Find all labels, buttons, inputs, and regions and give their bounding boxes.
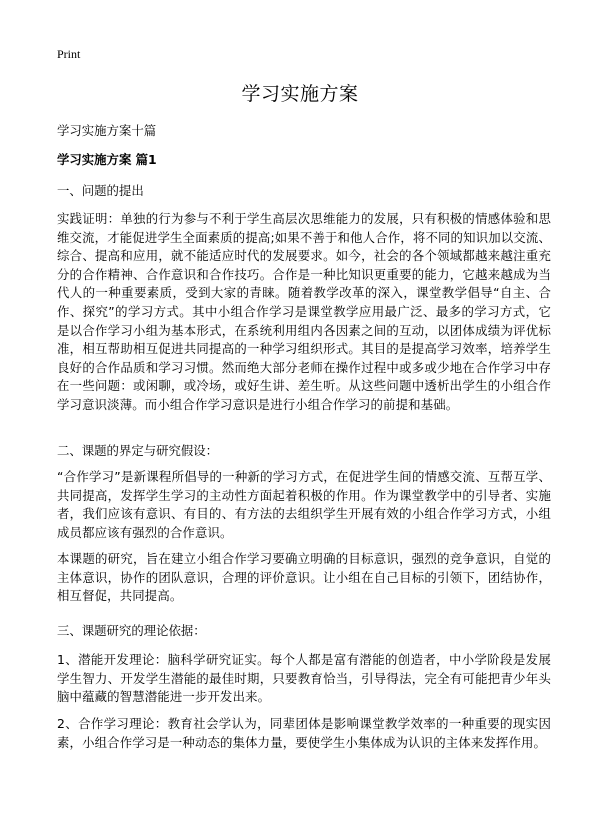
paragraph-4: 1、潜能开发理论：脑科学研究证实。每个人都是富有潜能的创造者，中小学阶段是发展学生智力、开发学生潜能的最佳时期，只要教育恰当，引导得法，完全有可能把青少年头脑中蕴藏的智慧潜能进一步开发出来。	[57, 652, 551, 705]
document-subtitle: 学习实施方案十篇	[57, 123, 157, 138]
page-title: 学习实施方案	[241, 83, 359, 105]
heading-definition: 二、课题的界定与研究假设：	[57, 443, 219, 458]
section-heading: 学习实施方案 篇1	[57, 152, 157, 167]
heading-problem: 一、问题的提出	[57, 183, 144, 198]
paragraph-1: 实践证明：单独的行为参与不利于学生高层次思维能力的发展，只有积极的情感体验和思维交流，才能促进学生全面素质的提高;如果不善于和他人合作，将不同的知识加以交流、综合、提高和应用，就不能适应时代的发展要求。如今，社会的各个领域都越来越注重充分的合作精神、合作意识和合作技巧。合作是一种比知识更重要的能力，它越来越成为当代人的一种重要素质，受到大家的青睐。随着教学改革的深入，课堂教学倡导“自主、合作、探究”的学习方式。其中小组合作学习是课堂教学应用最广泛、最多的学习方式，它是以合作学习小组为基本形式，在系统利用组内各因素之间的互动，以团体成绩为评优标准，相互帮助相互促进共同提高的一种学习组织形式。其目的是提高学习效率，培养学生良好的合作品质和学习习惯。然而绝大部分老师在操作过程中或多或少地在合作学习中存在一些问题：或闲聊，或冷场，或好生讲、差生听。从这些问题中透析出学生的小组合作学习意识淡薄。而小组合作学习意识是进行小组合作学习的前提和基础。	[57, 211, 551, 412]
paragraph-5: 2、合作学习理论：教育社会学认为，同辈团体是影响课堂教学效率的一种重要的现实因素，小组合作学习是一种动态的集体力量，要使学生小集体成为认识的主体来发挥作用。	[57, 716, 551, 750]
heading-theory: 三、课题研究的理论依据：	[57, 623, 206, 638]
print-link[interactable]: Print	[57, 47, 81, 61]
paragraph-3: 本课题的研究，旨在建立小组合作学习要确立明确的目标意识，强烈的竞争意识，自觉的主体意识，协作的团队意识，合理的评价意识。让小组在自己目标的引领下，团结协作，相互督促，共同提高。	[57, 551, 551, 604]
paragraph-2: “合作学习”是新课程所倡导的一种新的学习方式，在促进学生间的情感交流、互帮互学、共同提高，发挥学生学习的主动性方面起着积极的作用。作为课堂教学中的引导者、实施者，我们应该有意识、有目的、有方法的去组织学生开展有效的小组合作学习方式，小组成员都应该有强烈的合作意识。	[57, 469, 551, 540]
